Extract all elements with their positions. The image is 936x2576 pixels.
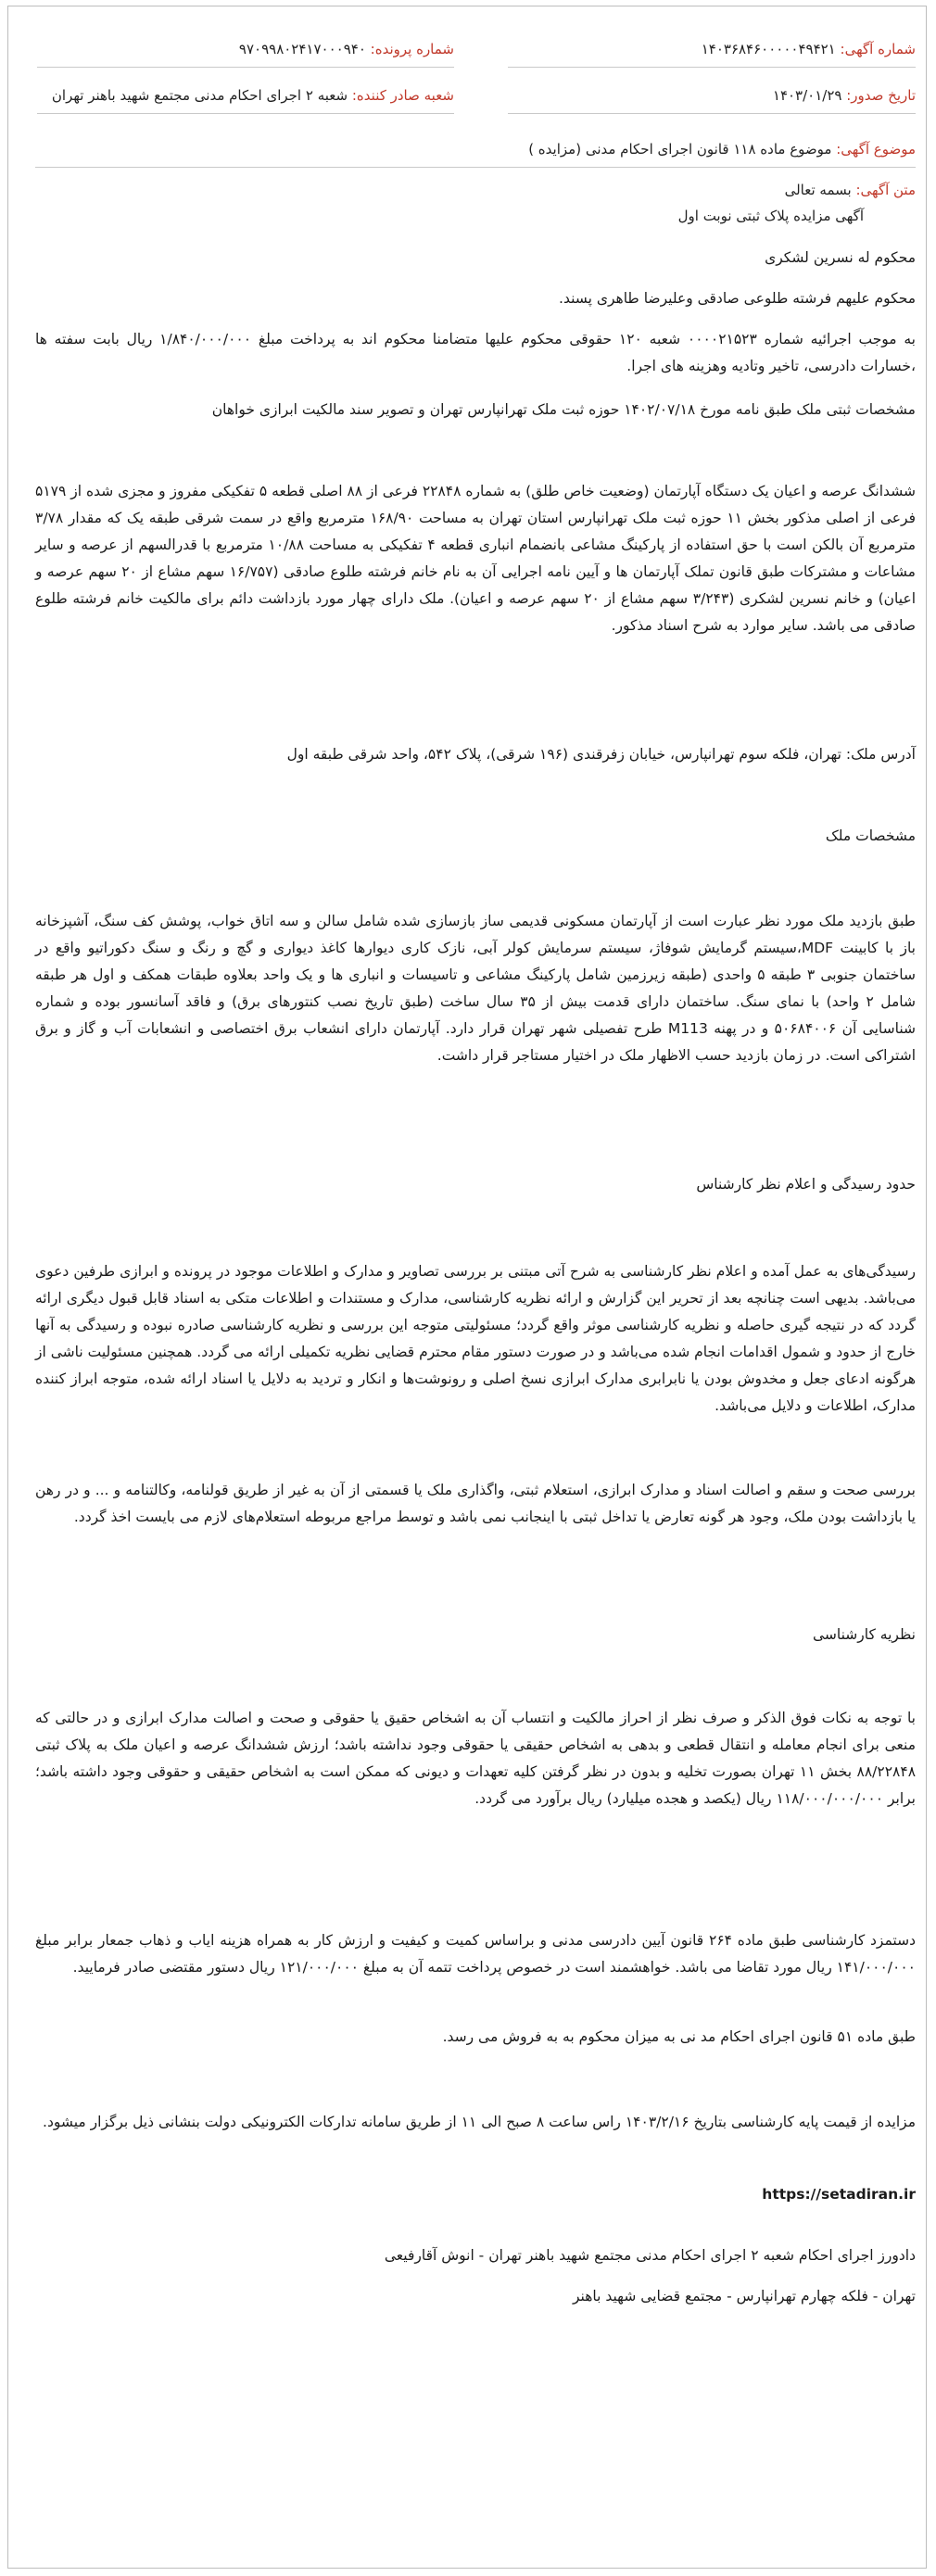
text-label: متن آگهی:: [855, 182, 916, 198]
paragraph: محکوم له نسرین لشکری: [765, 249, 916, 266]
property-address: آدرس ملک: تهران، فلکه سوم تهرانپارس، خیابان زفرقندی (۱۹۶ شرقی)، پلاک ۵۴۲، واحد شرقی طبقه اول: [286, 746, 916, 763]
issue-date-label: تاریخ صدور:: [846, 87, 916, 104]
paragraph: مزایده از قیمت پایه کارشناسی بتاریخ ۱۴۰۳/۲/۱۶ راس ساعت ۸ صبح الی ۱۱ از طریق سامانه تدارکات الکترونیکی دولت بنشانی ذیل برگزار میشود.: [43, 2114, 916, 2130]
subject-row: [528, 139, 916, 159]
paragraph: طبق ماده ۵۱ قانون اجرای احکام مد نی به میزان محکوم به به فروش می رسد.: [442, 2028, 916, 2045]
ad-number-value: ۱۴۰۳۶۸۴۶۰۰۰۰۰۴۹۴۲۱: [701, 41, 836, 57]
paragraph: طبق بازدید ملک مورد نظر عبارت است از آپارتمان مسکونی قدیمی ساز بازسازی شده شامل سالن و سه اتاق خواب، پوشش کف سنگ، آشپزخانه باز با کابینت MDF،سیستم گرمایش شوفاژ، سیستم سرمایش کولر آبی، نازک کاری دیوارها کاغذ دیواری و گچ و رنگ و سنگ دکوراتیو واقع در ساختمان جنوبی ۳ طبقه ۵ واحدی (طبقه زیرزمین شامل پارکینگ مشاعی و تاسیسات و انباری ها و یک واحد بعلاوه طبقات همکف و اول هر طبقه شامل ۲ واحد) با نمای سنگ. ساختمان دارای قدمت بیش از ۳۵ سال ساخت (طبق تاریخ نصب کنتورهای برق) و فاقد آسانسور بوده و شماره شناسایی آن ۵۰۶۸۴۰۰۶ و در پهنه M113 طرح تفصیلی شهر تهران قرار دارد. آپارتمان دارای انشعاب برق اختصاصی و انشعابات آب و گاز و برق اشتراکی است. در زمان بازدید حسب الاظهار ملک در اختیار مستاجر قرار داشت.: [35, 913, 917, 1064]
setad-link[interactable]: https://setadiran.ir: [762, 2186, 916, 2203]
paragraph: دادورز اجرای احکام شعبه ۲ اجرای احکام مدنی مجتمع شهید باهنر تهران - انوش آقارفیعی: [384, 2247, 916, 2264]
paragraph: تهران - فلکه چهارم تهرانپارس - مجتمع قضایی شهید باهنر: [573, 2288, 916, 2305]
paragraph: با توجه به نکات فوق الذکر و صرف نظر از احراز مالکیت و انتساب آن به اشخاص حقیق یا حقوقی و صحت و اصالت مدارک ابرازی و در حالتی که منعی برای انجام معامله و انتقال قطعی و بدهی به اشخاص حقیقی یا حقوقی وجود نداشته باشد؛ ارزش ششدانگ عرصه و اعیان ملک به پلاک ثبتی ۸۸/۲۲۸۴۸ بخش ۱۱ تهران بصورت تخلیه و بدون در نظر گرفتن کلیه تعهدات و دیونی که ممکن است به اشخاص حقیقی و حقوقی وجود داشته باشد؛ برابر ۱۱۸/۰۰۰/۰۰۰/۰۰۰ ریال (یکصد و هجده میلیارد) ریال برآورد می گردد.: [35, 1710, 917, 1807]
paragraph: مشخصات ثبتی ملک طبق نامه مورخ ۱۴۰۲/۰۷/۱۸ حوزه ثبت ملک تهرانپارس تهران و تصویر سند مالکیت ابرازی خواهان: [211, 401, 916, 418]
section-heading: حدود رسیدگی و اعلام نظر کارشناس: [696, 1176, 916, 1193]
section-heading: مشخصات ملک: [825, 827, 916, 844]
paragraph: دستمزد کارشناسی طبق ماده ۲۶۴ قانون آیین دادرسی مدنی و براساس کمیت و کیفیت و ارزش کار به همراه هزینه ایاب و ذهاب جمعار برابر مبلغ ۱۴۱/۰۰۰/۰۰۰ ریال مورد تقاضا می باشد. خواهشمند است در خصوص پرداخت تتمه آن به مبلغ ۱۲۱/۰۰۰/۰۰۰ ریال دستور مقتضی صادر فرمایید.: [35, 1932, 916, 1976]
paragraph: بررسی صحت و سقم و اصالت اسناد و مدارک ابرازی، استعلام ثبتی، واگذاری ملک یا قسمتی از آن به غیر از طریق قولنامه، وکالتنامه و ... و در رهن یا بازداشت بودن ملک، وجود هر گونه تعارض یا تداخل ثبتی با اینجانب نمی باشد و توسط مراجع مربوطه استعلام‌های لازم می بایست اخذ گردد.: [35, 1482, 916, 1525]
paragraph: رسیدگی‌های به عمل آمده و اعلام نظر کارشناسی به شرح آتی مبتنی بر بررسی تصاویر و مدارک و اطلاعات موجود در پرونده و ابرازی طرفین دعوی می‌باشد. بدیهی است چنانچه بعد از تحریر این گزارش و ارائه نظریه کارشناسی، مدارک و مستندات و اطلاعات متکی به اسناد قابل قبول دیگری ارائه گردد که در نتیجه گیری حاصله و نظریه کارشناسی موثر واقع گردد؛ مسئولیتی متوجه این بررسی و نظریه کارشناسی صادره نبوده و رسیدگی به آنها خارج از حدود و شمول اقدامات انجام شده می‌باشد و در صورت دستور مقام محترم قضایی نظریه تکمیلی ارائه می گردد. همچنین مسئولیت ناشی از هرگونه ادعای جعل و مخدوش بودن یا نابرابری مدارک ابرازی نسخ اصلی و رونوشت‌ها و انکار و تردید به دلایل یا اسناد ارائه شده، متوجه ابراز کننده مدارک، اطلاعات و دلایل می‌باشد.: [35, 1263, 916, 1414]
divider: [35, 167, 916, 168]
issuer-label: شعبه صادر کننده:: [351, 87, 454, 104]
case-number-value: ۹۷۰۹۹۸۰۲۴۱۷۰۰۰۹۴۰: [238, 41, 366, 57]
paragraph: به موجب اجرائیه شماره ۰۰۰۰۲۱۵۲۳ شعبه ۱۲۰ حقوقی محکوم علیها متضامنا محکوم اند به پرداخت مبلغ ۱/۸۴۰/۰۰۰/۰۰۰ ریال بابت سفته ها ،خسارات دادرسی، تاخیر وتادیه وهزینه های اجرا.: [35, 331, 916, 374]
case-number-row: [239, 39, 454, 59]
ad-number-row: [702, 39, 916, 59]
subject-value: موضوع ماده ۱۱۸ قانون اجرای احکام مدنی (مزایده ): [528, 141, 832, 158]
subject-label: موضوع آگهی:: [836, 141, 916, 158]
text-label-row: [785, 180, 916, 200]
section-heading: نظریه کارشناسی: [812, 1626, 916, 1643]
issuer-row: [52, 85, 454, 106]
issuer-value: شعبه ۲ اجرای احکام مدنی مجتمع شهید باهنر تهران: [51, 87, 348, 104]
divider: [508, 113, 916, 114]
divider: [37, 67, 454, 68]
divider: [37, 113, 454, 114]
paragraph: ششدانگ عرصه و اعیان یک دستگاه آپارتمان (وضعیت خاص طلق) به شماره ۲۲۸۴۸ فرعی از ۸۸ اصلی قطعه ۵ تفکیکی مفروز و مجزی شده از ۵۱۷۹ فرعی از اصلی مذکور بخش ۱۱ حوزه ثبت ملک تهرانپارس استان تهران به مساحت ۱۶۸/۹۰ مترمربع واقع در سمت شرقی طبقه یک که مقدار ۳/۷۸ مترمربع آن بالکن است با حق استفاده از پارکینگ مشاعی بانضمام انباری قطعه ۴ تفکیکی به مساحت ۱۰/۸۸ مترمربع با قدرالسهم از عرصه و سایر مشاعات و مشترکات طبق قانون تملک آپارتمان ها و آیین نامه اجرایی آن به نام خانم فرشته طلوع صادقی (۱۶/۷۵۷ سهم مشاع از ۲۰ سهم عرصه و اعیان) و خانم نسرین لشکری (۳/۲۴۳ سهم مشاع از ۲۰ سهم عرصه و اعیان). ملک دارای چهار مورد بازداشت دائم برای مالکیت خانم فرشته طلوع صادقی می باشد. سایر موارد به شرح اسناد مذکور.: [35, 483, 917, 634]
case-number-label: شماره پرونده:: [370, 41, 454, 57]
paragraph: محکوم علیهم فرشته طلوعی صادقی وعلیرضا طاهری پسند.: [559, 290, 916, 307]
ad-title: آگهی مزایده پلاک ثبتی نوبت اول: [677, 208, 864, 224]
text-intro: بسمه تعالی: [784, 182, 852, 198]
divider: [508, 67, 916, 68]
ad-number-label: شماره آگهی:: [840, 41, 916, 57]
issue-date-value: ۱۴۰۳/۰۱/۲۹: [772, 87, 842, 104]
issue-date-row: [773, 85, 916, 106]
